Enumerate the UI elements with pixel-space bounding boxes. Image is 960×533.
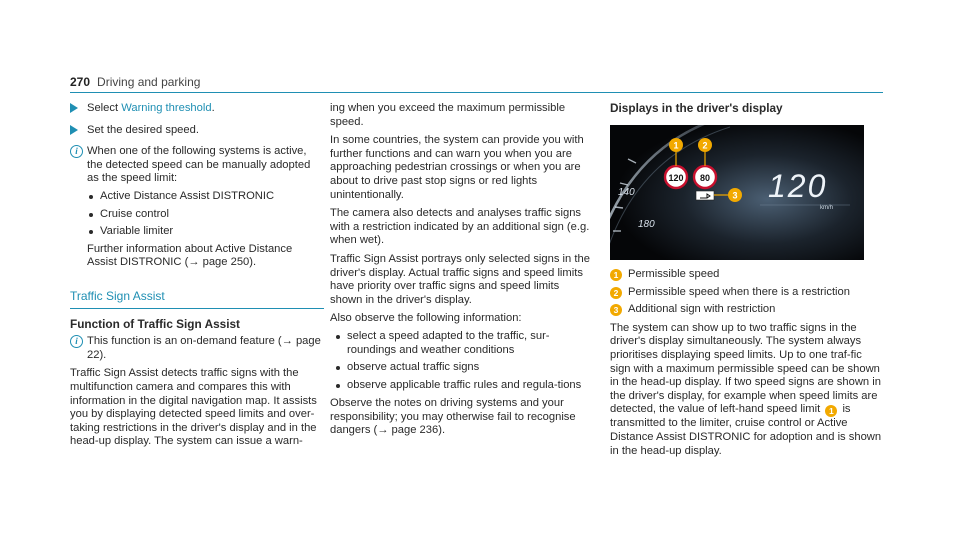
header-rule <box>70 92 883 93</box>
step-set-speed: Set the desired speed. <box>70 124 324 138</box>
driver-display-illustration <box>610 125 864 260</box>
section-name: Driving and parking <box>97 75 201 89</box>
subsection-title: Function of Traffic Sign Assist <box>70 316 240 331</box>
callout-3 <box>728 188 742 202</box>
column-3 <box>610 268 882 458</box>
callout-badge: 2 <box>610 287 622 299</box>
list-item: select a speed adapted to the traffic, sur-roundings and weather conditions <box>334 330 592 357</box>
gauge-tick-140: 140 <box>618 187 635 198</box>
speed-sign-permissible <box>665 166 687 188</box>
legend-item-3: 3 Additional sign with restriction <box>610 303 882 317</box>
paragraph: The system can show up to two traffic signs in the driver's display simultaneously. The system always prioritises displaying speed limits. Up to one traf-fic sign with a maximum permissible speed can be shown in the head-up display. If two speed signs are shown in the driver's display, for example when speed limits are detected, the value of left-hand speed limit 1 is transmitted to the limiter, cruise control or Active Distance Assist DISTRONIC for adoption and is shown in the head-up display. <box>610 321 882 457</box>
paragraph: Observe the notes on driving systems and your responsibility; you may otherwise fail to recognise dangers (→ page 236). <box>330 397 576 437</box>
page-header <box>70 76 200 90</box>
step-select-warning: Select Warning threshold. <box>70 102 324 116</box>
legend-item-1: 1 Permissible speed <box>610 268 882 282</box>
section-title: Traffic Sign Assist <box>70 288 165 303</box>
callout-badge: 1 <box>825 405 837 417</box>
additional-sign <box>696 191 714 200</box>
paragraph: ing when you exceed the maximum permissible speed. <box>330 102 566 128</box>
svg-text:1: 1 <box>673 140 679 151</box>
warning-threshold-link[interactable]: Warning threshold <box>121 102 212 114</box>
callout-1 <box>669 138 683 152</box>
list-item: Cruise control <box>87 208 324 222</box>
system-list <box>70 190 324 239</box>
display-section-title: Displays in the driver's display <box>610 101 783 115</box>
observe-list <box>330 330 592 392</box>
paragraph: Traffic Sign Assist detects traffic signs with the multifunction camera and compares this with information in the digital navigation map. It assists you by displaying detected speed limits and over-taking restrictions in the driver's display and in the head-up display. The system can issue a warn- <box>70 367 317 448</box>
list-item: observe actual traffic signs <box>334 361 592 375</box>
svg-text:2: 2 <box>702 140 708 151</box>
list-item: observe applicable traffic rules and regula-tions <box>334 379 592 393</box>
note-text: This function is an on-demand feature (→ page 22). <box>87 335 321 361</box>
step-arrow-icon <box>70 103 78 113</box>
legend-item-2: 2 Permissible speed when there is a restriction <box>610 286 882 300</box>
info-icon: i <box>70 335 83 348</box>
digital-speed: 120 <box>768 168 828 204</box>
svg-text:3: 3 <box>732 190 738 201</box>
column-1 <box>70 102 324 449</box>
section-rule <box>70 308 324 309</box>
list-item: Active Distance Assist DISTRONIC <box>87 190 324 204</box>
driver-display-image <box>610 125 864 260</box>
note-on-demand <box>70 335 324 362</box>
sign-120-text: 120 <box>668 173 684 183</box>
page-number: 270 <box>70 75 91 89</box>
list-item: Variable limiter <box>87 225 324 239</box>
sign-80-text: 80 <box>699 173 711 183</box>
callout-badge: 1 <box>610 269 622 281</box>
paragraph: Traffic Sign Assist portrays only selected signs in the driver's display. Actual traffic signs and speed limits have priority over traffic signs and speed limits shown in the driver's display. <box>330 252 590 306</box>
callout-badge: 3 <box>610 304 622 316</box>
column-2 <box>330 102 592 438</box>
speed-sign-restricted <box>694 166 716 188</box>
info-icon: i <box>70 145 83 158</box>
speed-unit: km/h <box>820 205 834 211</box>
step-arrow-icon <box>70 125 78 135</box>
paragraph: In some countries, the system can provide you with further functions and can warn you when you are approaching pedestrian crossings or when you are about to drive past stop signs or red lights unintentionally. <box>330 134 584 201</box>
paragraph: The camera also detects and analyses traffic signs with a restriction indicated by an additional sign (e.g. when wet). <box>330 207 590 247</box>
callout-2 <box>698 138 712 152</box>
gauge-tick-180: 180 <box>638 219 655 230</box>
note-text: When one of the following systems is active, the detected speed can be manually adopted as the speed limit: <box>87 145 311 185</box>
note-adopt-speed <box>70 145 324 186</box>
further-info: Further information about Active Distance Assist DISTRONIC (→ page 250). <box>87 242 293 269</box>
paragraph: Also observe the following information: <box>330 312 522 325</box>
